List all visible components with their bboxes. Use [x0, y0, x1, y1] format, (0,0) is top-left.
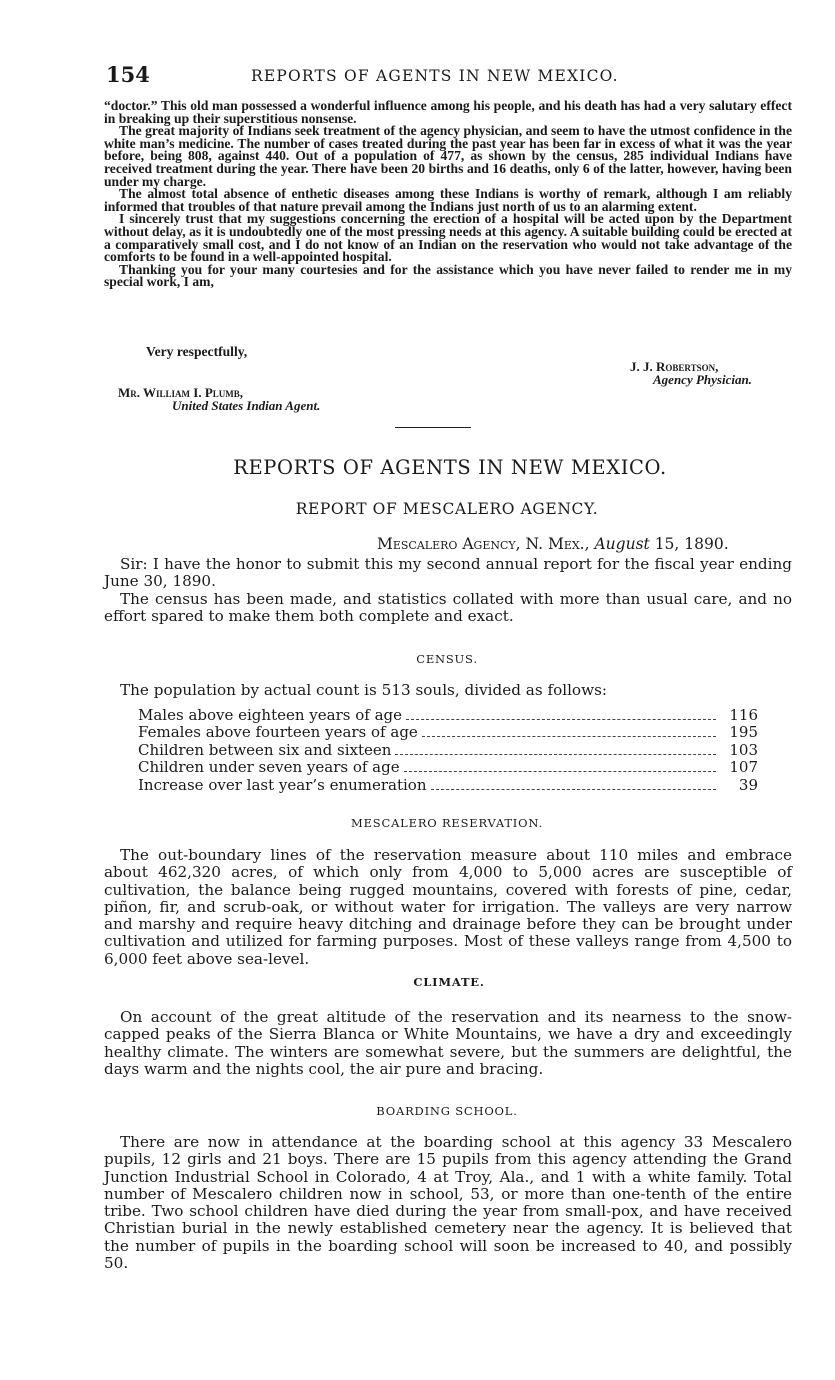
census-label: Children between six and sixteen	[138, 740, 392, 759]
dot-leader	[404, 771, 716, 772]
climate-heading: CLIMATE.	[413, 975, 485, 989]
page-header	[106, 62, 792, 90]
physician-letter	[104, 100, 792, 289]
reservation-section	[104, 847, 792, 968]
census-value: 39	[738, 775, 758, 794]
addressee-name: Mr. William I. Plumb,	[118, 385, 244, 400]
census-value: 116	[729, 706, 758, 724]
boarding-school-paragraph: There are now in attendance at the boarding school at this agency 33 Mescalero pupils, 12 girls and 21 boys. There are 15 pupils from this agency attending the Grand Junction Industrial School in Colorado, 4 at Troy, Ala., and 1 with a white family. Total number of Mescalero children now in school, 53, or more than one-tenth of the entire tribe. Two school children have died during the year from small-pox, and have received Christian burial in the newly established cemetery near the agency. It is believed that the number of pupils in the boarding school will soon be increased to 40, and possibly 50.	[104, 1133, 792, 1273]
census-row	[138, 706, 758, 723]
census-value: 107	[729, 758, 758, 777]
census-intro: The population by actual count is 513 souls, divided as follows:	[120, 681, 607, 699]
climate-section	[104, 1009, 792, 1078]
census-label: Increase over last year’s enumeration	[138, 775, 427, 794]
census-value: 195	[729, 723, 758, 742]
section-divider	[395, 427, 471, 428]
reservation-paragraph: The out-boundary lines of the reservation measure about 110 miles and embrace about 462,320 acres, of which only from 4,000 to 5,000 acres are susceptible of cultivation, the balance being rugged mountains, covered with forests of pine, cedar, piñon, fir, and scrub-oak, or without water for irrigation. The valleys are very narrow and marshy and require heavy ditching and drainage before they can be brought under cultivation and utilized for farming purposes. Most of these valleys range from 4,500 to 6,000 feet above sea-level.	[104, 846, 792, 968]
letter-paragraph: Thanking you for your many courtesies and for the assistance which you have never failed to render me in my special work, I am,	[104, 261, 792, 290]
letter-closing: Very respectfully,	[146, 344, 248, 359]
census-row	[138, 741, 758, 758]
signature-name: J. J. Robertson,	[630, 359, 719, 374]
intro-paragraph: The census has been made, and statistics collated with more than usual care, and no effort spared to make them both complete and exact.	[104, 589, 792, 625]
page-number: 154	[106, 62, 150, 87]
census-label: Males above eighteen years of age	[138, 706, 402, 724]
dot-leader	[422, 736, 716, 737]
running-head: REPORTS OF AGENTS IN NEW MEXICO.	[251, 67, 619, 85]
intro-paragraph: Sir: I have the honor to submit this my second annual report for the fiscal year ending June 30, 1890.	[104, 555, 792, 591]
census-value: 103	[729, 740, 758, 759]
dateline	[377, 535, 729, 553]
dot-leader	[406, 719, 716, 720]
report-intro	[104, 556, 792, 625]
letter-paragraph: The great majority of Indians seek treatment of the agency physician, and seem to have the utmost confidence in the white man’s medicine. The number of cases treated during the past year has been far in excess of what it was the year before, being 808, against 440. Out of a population of 477, as shown by the census, 285 individual Indians have received treatment during the year. There have been 20 births and 16 deaths, only 6 of the latter, however, having been under my charge.	[104, 123, 792, 189]
dateline-month: August	[594, 535, 650, 553]
addressee-title: United States Indian Agent.	[172, 398, 321, 413]
report-title: REPORT OF MESCALERO AGENCY.	[295, 500, 599, 518]
census-label: Females above fourteen years of age	[138, 723, 418, 742]
letter-paragraph: “doctor.” This old man possessed a wonderful influence among his people, and his death has had a very salutary effect in breaking up their superstitious nonsense.	[104, 98, 792, 126]
boarding-school-section	[104, 1134, 792, 1272]
census-row	[138, 776, 758, 793]
dateline-place: Mescalero Agency, N. Mex.,	[377, 535, 590, 553]
letter-paragraph: I sincerely trust that my suggestions concerning the erection of a hospital will be acted upon by the Department without delay, as it is undoubtedly one of the most pressing needs at this agency. A suitable building could be erected at a comparatively small cost, and I do not know of an Indian on the reservation who would not take advantage of the comforts to be found in a well-appointed hospital.	[104, 211, 792, 265]
section-title: REPORTS OF AGENTS IN NEW MEXICO.	[233, 456, 667, 479]
letter-paragraph: The almost total absence of enthetic diseases among these Indians is worthy of remark, although I am reliably informed that troubles of that nature prevail among the Indians just north of us to an alarming extent.	[104, 186, 792, 214]
dot-leader	[431, 789, 716, 790]
census-table	[138, 706, 758, 793]
dot-leader	[395, 754, 716, 755]
dateline-date: 15, 1890.	[654, 535, 729, 553]
census-row	[138, 723, 758, 740]
census-row	[138, 758, 758, 775]
census-heading: CENSUS.	[416, 652, 478, 666]
signature-title: Agency Physician.	[653, 372, 752, 387]
reservation-heading: MESCALERO RESERVATION.	[351, 816, 543, 830]
climate-paragraph: On account of the great altitude of the reservation and its nearness to the snow-capped peaks of the Sierra Blanca or White Mountains, we have a dry and exceedingly healthy climate. The winters are somewhat severe, but the summers are delightful, the days warm and the nights cool, the air pure and bracing.	[104, 1008, 792, 1078]
census-label: Children under seven years of age	[138, 758, 400, 777]
boarding-school-heading: BOARDING SCHOOL.	[376, 1104, 518, 1118]
